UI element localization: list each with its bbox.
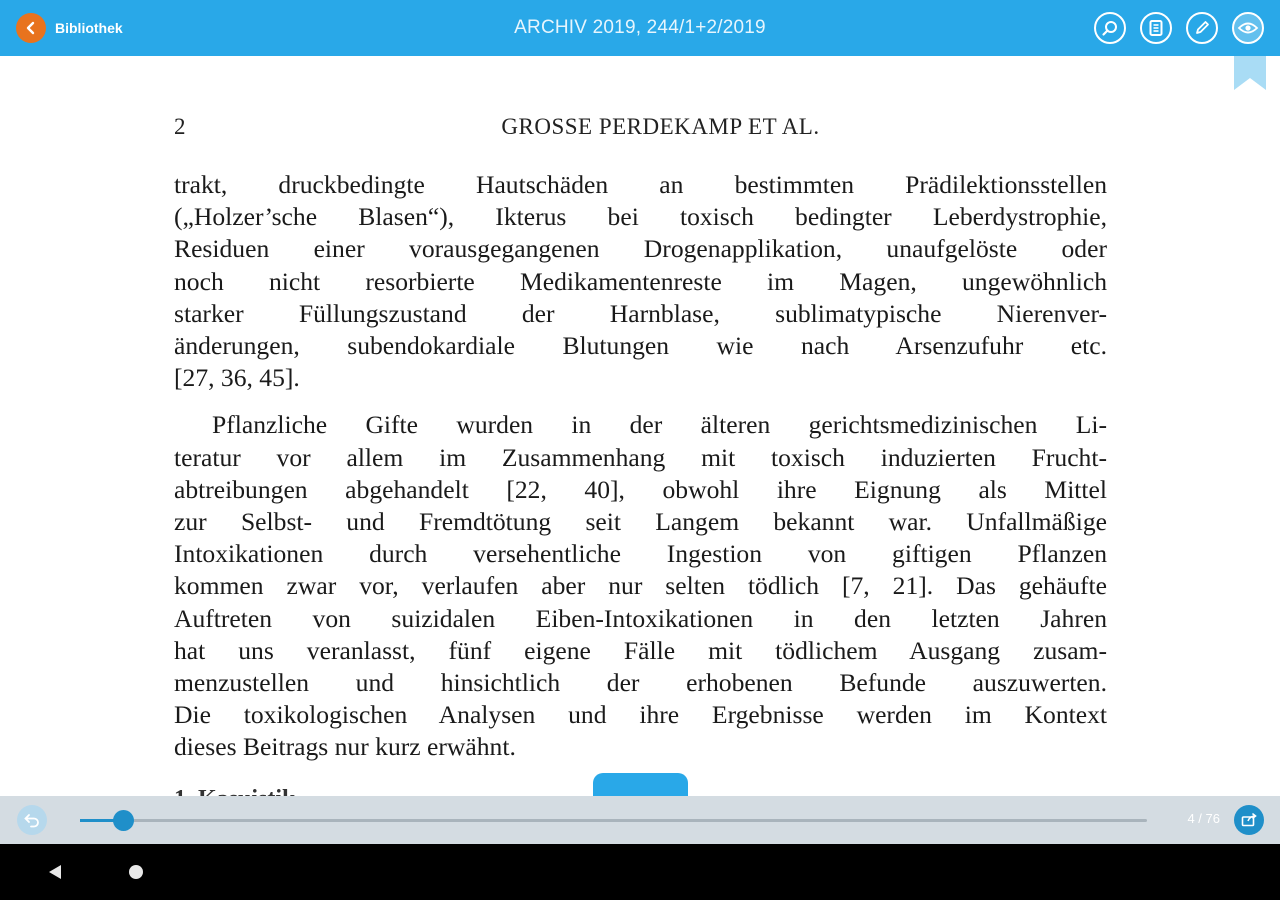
text-line: abtreibungen abgehandelt [22, 40], obwohl ihre Eignung als Mittel [174,474,1107,504]
back-to-library-button[interactable] [16,13,123,43]
toolbar-icons [1094,12,1264,44]
text-line: Auftreten von suizidalen Eiben-Intoxikationen in den letzten Jahren [174,603,1107,633]
running-head: GROSSE PERDEKAMP ET AL. [501,114,820,139]
pencil-icon[interactable] [1186,12,1218,44]
back-label[interactable]: Bibliothek [55,20,123,36]
system-back-icon[interactable] [46,863,64,886]
text-line: kommen zwar vor, verlaufen aber nur selten tödlich [7, 21]. Das gehäufte [174,571,1107,601]
document-title: ARCHIV 2019, 244/1+2/2019 [514,17,766,38]
undo-icon[interactable] [17,805,47,835]
text-line: hat uns veranlasst, fünf eigene Fälle mit tödlichem Ausgang zusam- [174,635,1107,665]
top-app-bar [0,0,1280,56]
text-line: Pflanzliche Gifte wurden in der älteren gerichtsmedizinischen Li- [212,410,1107,440]
text-line: änderungen, subendokardiale Blutungen wie nach Arsenzufuhr etc. [174,331,1107,361]
search-icon[interactable] [1094,12,1126,44]
article-body [174,169,1107,764]
system-navigation-bar [0,844,1280,900]
reader-controls [0,796,1280,844]
text-line: dieses Beitrags nur kurz erwähnt. [174,732,516,762]
paragraph-2 [174,409,1107,763]
text-line: trakt, druckbedingte Hautschäden an bestimmten Prädilektionsstellen [174,170,1107,199]
page-header [174,114,1107,140]
text-line: teratur vor allem im Zusammenhang mit toxisch induzierten Frucht- [174,442,1107,472]
text-line: noch nicht resorbierte Medikamentenreste im Magen, ungewöhnlich [174,266,1107,296]
text-line: Die toxikologischen Analysen und ihre Ergebnisse werden im Kontext [174,700,1107,730]
text-line: Residuen einer vorausgegangenen Drogenapplikation, unaufgelöste oder [174,234,1107,264]
document-page[interactable] [0,56,1280,796]
system-home-icon[interactable] [129,865,143,879]
page-counter: 4 / 76 [1187,811,1220,826]
text-line: („Holzer’sche Blasen“), Ikterus bei toxisch bedingter Leberdystrophie, [174,202,1107,232]
page-list-icon[interactable] [1140,12,1172,44]
page-number: 2 [174,114,186,139]
text-line: Intoxikationen durch versehentliche Ingestion von giftigen Pflanzen [174,539,1107,569]
share-icon[interactable] [1234,805,1264,835]
text-line: starker Füllungszustand der Harnblase, sublimatypische Nierenver- [174,298,1107,328]
page-slider[interactable] [80,819,1147,822]
text-line: zur Selbst- und Fremdtötung seit Langem bekannt war. Unfallmäßige [174,507,1107,537]
paragraph-1 [174,169,1107,394]
chevron-left-icon[interactable] [16,13,46,43]
text-line: menzustellen und hinsichtlich der erhobenen Befunde auszuwerten. [174,668,1107,698]
text-line: [27, 36, 45]. [174,363,300,393]
eye-icon[interactable] [1232,12,1264,44]
page-slider-thumb[interactable] [113,810,134,831]
